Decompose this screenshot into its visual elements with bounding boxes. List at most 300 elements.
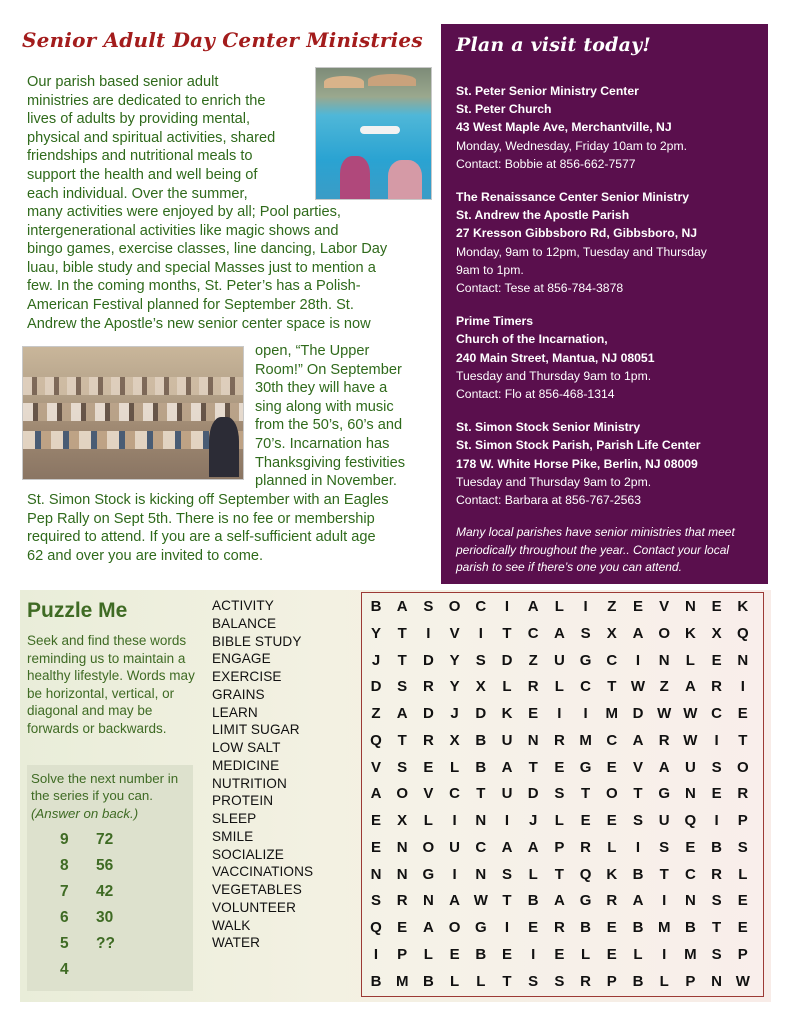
- grid-letter: I: [452, 812, 457, 829]
- grid-letter: S: [554, 972, 565, 990]
- grid-letter: L: [633, 945, 643, 963]
- grid-letter: D: [501, 651, 513, 669]
- venue-name: The Renaissance Center Senior Ministry: [456, 190, 689, 205]
- article-text-right: [255, 342, 440, 491]
- venue-name: St. Peter Senior Ministry Center: [456, 84, 639, 98]
- grid-letter: A: [527, 598, 539, 615]
- grid-row: [362, 678, 763, 705]
- grid-letter: E: [423, 758, 434, 776]
- grid-letter: O: [422, 838, 435, 856]
- grid-letter: L: [659, 972, 669, 990]
- word-list-item: ACTIVITY: [212, 598, 274, 613]
- grid-letter: X: [475, 678, 486, 696]
- grid-letter: B: [632, 919, 644, 936]
- grid-letter: L: [476, 972, 486, 990]
- venue-parish: Church of the Incarnation,: [456, 332, 608, 347]
- puzzle-title: Puzzle Me: [27, 599, 128, 622]
- grid-letter: A: [527, 838, 539, 856]
- grid-letter: T: [607, 678, 617, 696]
- series-value: 8: [60, 857, 69, 874]
- pool-party-photo: [315, 67, 432, 200]
- venue-block: [456, 82, 754, 173]
- grid-row: [362, 866, 763, 893]
- grid-letter: V: [449, 624, 460, 642]
- grid-letter: I: [635, 838, 641, 856]
- grid-letter: W: [735, 972, 750, 990]
- grid-letter: G: [422, 865, 435, 883]
- grid-letter: R: [553, 731, 565, 749]
- grid-letter: E: [737, 892, 748, 910]
- grid-letter: M: [684, 945, 697, 963]
- grid-letter: O: [396, 785, 409, 803]
- grid-letter: C: [580, 678, 592, 696]
- grid-letter: N: [684, 785, 696, 803]
- grid-letter: E: [580, 812, 591, 829]
- grid-letter: I: [635, 651, 641, 669]
- article-line: 62 and over you are invited to come.: [27, 547, 264, 564]
- grid-letter: L: [738, 865, 748, 883]
- grid-letter: O: [605, 785, 618, 803]
- grid-letter: D: [632, 705, 644, 722]
- venue-parish: St. Andrew the Apostle Parish: [456, 208, 630, 223]
- grid-letter: E: [606, 945, 617, 963]
- grid-letter: W: [683, 705, 698, 722]
- grid-letter: R: [711, 678, 723, 696]
- venue-name: Prime Timers: [456, 314, 534, 329]
- venue-contact: Contact: Tese at 856-784-3878: [456, 281, 624, 296]
- sing-along-photo: [22, 346, 244, 480]
- article-line: lives of adults by providing mental,: [27, 111, 251, 128]
- grid-letter: O: [658, 624, 671, 642]
- article-line: required to attend. If you are a self-sufficient adult age: [27, 529, 376, 546]
- grid-letter: Z: [371, 705, 381, 722]
- grid-letter: R: [658, 731, 670, 749]
- series-prompt: [31, 770, 193, 822]
- grid-letter: P: [685, 972, 696, 990]
- grid-letter: T: [581, 785, 591, 803]
- grid-letter: A: [501, 838, 513, 856]
- word-list-item: LOW SALT: [212, 740, 281, 755]
- grid-letter: I: [583, 705, 588, 722]
- grid-letter: S: [475, 651, 486, 669]
- series-value: 56: [96, 857, 114, 874]
- grid-letter: D: [475, 705, 487, 722]
- grid-letter: T: [476, 785, 486, 803]
- grid-letter: U: [501, 731, 513, 749]
- grid-letter: C: [606, 651, 618, 669]
- grid-letter: R: [711, 865, 723, 883]
- grid-letter: Q: [370, 919, 382, 936]
- grid-letter: R: [422, 731, 434, 749]
- grid-letter: I: [373, 945, 379, 963]
- grid-letter: N: [527, 731, 539, 749]
- grid-letter: O: [448, 598, 461, 615]
- grid-letter: S: [632, 812, 643, 829]
- grid-letter: N: [396, 838, 408, 856]
- venue-address: 43 West Maple Ave, Merchantville, NJ: [456, 120, 672, 135]
- grid-row: [362, 705, 763, 732]
- grid-letter: L: [554, 678, 564, 696]
- venue-hours: Tuesday and Thursday 9am to 1pm.: [456, 368, 652, 383]
- grid-letter: K: [606, 865, 618, 883]
- venue-hours: 9am to 1pm.: [456, 262, 524, 277]
- grid-letter: T: [528, 758, 538, 776]
- grid-letter: Q: [370, 731, 382, 749]
- grid-letter: G: [658, 785, 671, 803]
- grid-letter: A: [684, 678, 696, 696]
- grid-letter: P: [554, 838, 565, 856]
- grid-letter: L: [554, 812, 564, 829]
- grid-letter: N: [684, 598, 696, 615]
- word-list-item: LEARN: [212, 704, 258, 720]
- grid-letter: B: [370, 598, 382, 615]
- grid-letter: E: [528, 705, 539, 722]
- article-text-top: [27, 73, 312, 203]
- grid-letter: I: [714, 812, 719, 829]
- grid-letter: T: [502, 624, 512, 642]
- grid-letter: A: [632, 892, 644, 910]
- grid-letter: L: [502, 678, 512, 696]
- grid-letter: E: [711, 785, 722, 803]
- grid-letter: L: [607, 838, 617, 856]
- grid-row: [362, 652, 763, 679]
- article-line: ministries are dedicated to enrich the: [27, 92, 266, 109]
- grid-letter: A: [449, 892, 461, 910]
- grid-letter: U: [684, 758, 696, 776]
- grid-letter: R: [606, 892, 618, 910]
- grid-letter: R: [580, 838, 592, 856]
- grid-letter: G: [474, 919, 487, 936]
- grid-letter: U: [501, 785, 513, 803]
- grid-letter: B: [475, 945, 487, 963]
- grid-letter: S: [528, 972, 539, 990]
- grid-letter: T: [502, 892, 512, 910]
- grid-letter: S: [711, 758, 722, 776]
- grid-letter: C: [684, 865, 696, 883]
- grid-letter: T: [738, 731, 748, 749]
- series-answer-note: (Answer on back.): [31, 805, 139, 821]
- grid-letter: I: [504, 919, 510, 936]
- grid-letter: O: [736, 758, 749, 776]
- grid-letter: T: [633, 785, 643, 803]
- grid-letter: R: [580, 972, 592, 990]
- grid-letter: I: [714, 731, 719, 749]
- article-line: open, “The Upper: [255, 343, 370, 359]
- grid-letter: P: [737, 945, 748, 963]
- grid-letter: M: [657, 919, 671, 936]
- grid-letter: N: [475, 812, 487, 829]
- word-list-item: ENGAGE: [212, 651, 271, 667]
- venue-block: [456, 418, 754, 509]
- grid-letter: E: [370, 838, 381, 856]
- grid-letter: D: [527, 785, 539, 803]
- grid-letter: W: [683, 731, 698, 749]
- grid-letter: N: [370, 865, 382, 883]
- grid-letter: C: [475, 838, 487, 856]
- article-line: Room!” On September: [255, 361, 402, 378]
- word-list-item: SLEEP: [212, 811, 257, 826]
- grid-letter: L: [450, 972, 460, 990]
- article-line: intergenerational activities like magic shows and: [27, 222, 339, 239]
- grid-letter: X: [711, 624, 722, 642]
- grid-row: [362, 812, 763, 839]
- grid-letter: S: [737, 838, 748, 856]
- grid-letter: B: [580, 919, 592, 936]
- grid-letter: J: [529, 812, 538, 829]
- grid-letter: Y: [449, 651, 460, 669]
- article-line: Andrew the Apostle’s new senior center space is now: [27, 315, 371, 332]
- series-value: 5: [60, 935, 69, 952]
- grid-letter: K: [501, 705, 513, 722]
- grid-letter: B: [711, 838, 723, 856]
- grid-letter: Z: [528, 651, 538, 669]
- grid-letter: I: [583, 598, 588, 615]
- venue-hours: Tuesday and Thursday 9am to 2pm.: [456, 474, 652, 489]
- grid-letter: Z: [607, 598, 617, 615]
- article-text-bottom: [27, 491, 437, 565]
- grid-letter: N: [737, 651, 749, 669]
- grid-letter: E: [737, 919, 748, 936]
- grid-letter: J: [450, 705, 459, 722]
- article-line: St. Simon Stock is kicking off September with an Eagles: [27, 492, 389, 508]
- grid-letter: C: [449, 785, 461, 803]
- word-list-item: WALK: [212, 917, 251, 933]
- grid-letter: A: [553, 892, 565, 910]
- article-line: 70’s. Incarnation has: [255, 435, 390, 452]
- grid-letter: A: [632, 731, 644, 749]
- word-list-item: WATER: [212, 935, 261, 951]
- venue-address: 178 W. White Horse Pike, Berlin, NJ 08009: [456, 456, 698, 471]
- venue-hours: Monday, Wednesday, Friday 10am to 2pm.: [456, 138, 687, 153]
- grid-letter: L: [423, 812, 433, 829]
- grid-letter: G: [579, 892, 592, 910]
- grid-letter: M: [579, 731, 592, 749]
- grid-letter: Q: [736, 624, 749, 642]
- grid-letter: N: [711, 972, 723, 990]
- series-value: 72: [96, 831, 114, 848]
- grid-letter: I: [662, 945, 667, 963]
- article-text-wide: [27, 203, 437, 333]
- grid-letter: Z: [659, 678, 669, 696]
- grid-letter: S: [423, 598, 434, 615]
- grid-letter: K: [737, 598, 749, 615]
- grid-letter: A: [501, 758, 513, 776]
- grid-letter: E: [685, 838, 696, 856]
- grid-letter: U: [658, 812, 670, 829]
- grid-letter: L: [450, 758, 460, 776]
- venue-block: [456, 312, 754, 403]
- grid-row: [362, 598, 763, 625]
- grid-letter: I: [452, 865, 457, 883]
- grid-letter: D: [370, 678, 382, 696]
- grid-letter: E: [528, 919, 539, 936]
- grid-letter: L: [554, 598, 564, 615]
- grid-letter: I: [504, 598, 510, 615]
- grid-letter: L: [581, 945, 591, 963]
- grid-letter: N: [396, 865, 408, 883]
- article-line: Our parish based senior adult: [27, 74, 219, 90]
- grid-letter: N: [658, 651, 670, 669]
- grid-letter: C: [475, 598, 487, 615]
- grid-letter: G: [579, 758, 592, 776]
- grid-letter: B: [527, 892, 539, 910]
- grid-letter: E: [711, 651, 722, 669]
- grid-letter: I: [557, 705, 562, 722]
- grid-letter: E: [554, 758, 565, 776]
- grid-letter: I: [426, 624, 431, 642]
- grid-letter: E: [501, 945, 512, 963]
- grid-letter: E: [370, 812, 381, 829]
- grid-letter: E: [737, 705, 748, 722]
- article-line: friendships and nutritional meals to: [27, 148, 253, 165]
- word-list-item: VACCINATIONS: [212, 864, 314, 880]
- grid-letter: N: [422, 892, 434, 910]
- grid-letter: T: [659, 865, 669, 883]
- word-list-item: EXERCISE: [212, 669, 282, 684]
- grid-letter: S: [659, 838, 670, 856]
- article-line: support the health and well being of: [27, 166, 258, 183]
- grid-letter: E: [449, 945, 460, 963]
- article-title: Senior Adult Day Center Ministries: [22, 28, 423, 52]
- grid-letter: L: [423, 945, 433, 963]
- series-value: 9: [60, 831, 69, 848]
- article-line: Pep Rally on Sept 5th. There is no fee or membership: [27, 510, 375, 527]
- article-line: luau, bible study and special Masses just to mention a: [27, 259, 376, 276]
- grid-letter: K: [684, 624, 696, 642]
- grid-letter: T: [397, 731, 407, 749]
- series-value: 4: [60, 961, 69, 978]
- grid-letter: Q: [684, 812, 697, 829]
- word-list-item: NUTRITION: [212, 775, 287, 791]
- series-prompt-text: Solve the next number in the series if you can.: [31, 771, 179, 804]
- grid-letter: R: [396, 892, 408, 910]
- venue-name: St. Simon Stock Senior Ministry: [456, 420, 641, 435]
- word-list-item: LIMIT SUGAR: [212, 722, 300, 738]
- grid-letter: R: [527, 678, 539, 696]
- grid-letter: T: [502, 972, 512, 990]
- grid-letter: E: [711, 598, 722, 615]
- venue-list: [456, 82, 754, 509]
- grid-letter: B: [475, 758, 487, 776]
- grid-letter: P: [606, 972, 617, 990]
- grid-letter: X: [397, 812, 408, 829]
- article-line: planned in November.: [255, 473, 397, 490]
- grid-letter: G: [579, 651, 592, 669]
- grid-letter: T: [397, 624, 407, 642]
- venue-parish: St. Simon Stock Parish, Parish Life Center: [456, 438, 701, 453]
- number-series-box: [27, 765, 193, 991]
- grid-letter: T: [554, 865, 564, 883]
- grid-row: [362, 919, 763, 946]
- grid-letter: S: [370, 892, 381, 910]
- grid-letter: M: [605, 705, 619, 722]
- grid-row: [362, 759, 763, 786]
- grid-letter: X: [449, 731, 460, 749]
- article-line: Thanksgiving festivities: [255, 454, 406, 471]
- article-line: from the 50’s, 60’s and: [255, 417, 403, 434]
- series-value: ??: [96, 935, 115, 952]
- grid-letter: L: [528, 865, 538, 883]
- series-value: 6: [60, 909, 69, 926]
- grid-letter: Y: [449, 678, 460, 696]
- word-list-item: VOLUNTEER: [212, 899, 296, 915]
- word-list-item: BIBLE STUDY: [212, 633, 302, 649]
- grid-letter: J: [371, 651, 381, 669]
- grid-letter: Y: [370, 624, 381, 642]
- grid-letter: B: [684, 919, 696, 936]
- grid-letter: P: [737, 812, 748, 829]
- grid-row: [362, 946, 763, 973]
- grid-letter: V: [659, 598, 670, 615]
- grid-letter: R: [737, 785, 749, 803]
- grid-letter: I: [531, 945, 536, 963]
- grid-letter: P: [397, 945, 408, 963]
- grid-letter: A: [370, 785, 382, 803]
- grid-row: [362, 732, 763, 759]
- word-list-item: GRAINS: [212, 686, 265, 702]
- article-line: American Festival planned for September 28th. St.: [27, 296, 354, 313]
- grid-letter: M: [395, 972, 409, 990]
- grid-letter: A: [396, 598, 408, 615]
- grid-letter: S: [554, 785, 565, 803]
- venue-contact: Contact: Bobbie at 856-662-7577: [456, 156, 636, 171]
- word-list-item: VEGETABLES: [212, 882, 302, 897]
- grid-letter: E: [606, 919, 617, 936]
- grid-letter: C: [606, 731, 618, 749]
- grid-row: [362, 625, 763, 652]
- word-list-item: BALANCE: [212, 615, 277, 631]
- grid-letter: W: [657, 705, 672, 722]
- grid-row: [362, 839, 763, 866]
- visit-panel: [441, 24, 768, 584]
- venue-block: [456, 188, 754, 297]
- venue-address: 27 Kresson Gibbsboro Rd, Gibbsboro, NJ: [456, 226, 698, 241]
- visit-title: Plan a visit today!: [456, 34, 651, 56]
- grid-letter: U: [449, 838, 461, 856]
- grid-letter: V: [370, 758, 381, 776]
- grid-letter: A: [553, 624, 565, 642]
- grid-letter: Q: [579, 865, 592, 883]
- grid-letter: X: [606, 624, 617, 642]
- grid-row: [362, 892, 763, 919]
- grid-row: [362, 973, 763, 1000]
- grid-letter: R: [422, 678, 434, 696]
- grid-letter: C: [527, 624, 539, 642]
- venue-parish: St. Peter Church: [456, 102, 552, 117]
- venue-contact: Contact: Barbara at 856-767-2563: [456, 493, 641, 508]
- grid-letter: N: [475, 865, 487, 883]
- article-line: 30th they will have a: [255, 380, 388, 397]
- series-value: 42: [96, 883, 114, 900]
- grid-letter: E: [554, 945, 565, 963]
- grid-letter: A: [396, 705, 408, 722]
- venue-hours: Monday, 9am to 12pm, Tuesday and Thursday: [456, 244, 707, 259]
- grid-letter: E: [606, 812, 617, 829]
- grid-letter: S: [397, 678, 408, 696]
- grid-letter: T: [397, 651, 407, 669]
- grid-letter: A: [658, 758, 670, 776]
- article-line: each individual. Over the summer,: [27, 185, 248, 202]
- grid-letter: V: [423, 785, 434, 803]
- word-list-item: SMILE: [212, 828, 254, 844]
- venue-contact: Contact: Flo at 856-468-1314: [456, 387, 615, 402]
- grid-letter: B: [632, 865, 644, 883]
- venue-address: 240 Main Street, Mantua, NJ 08051: [456, 350, 655, 365]
- grid-row: [362, 785, 763, 812]
- grid-letter: T: [712, 919, 722, 936]
- grid-letter: D: [422, 651, 434, 669]
- word-list-item: MEDICINE: [212, 757, 280, 773]
